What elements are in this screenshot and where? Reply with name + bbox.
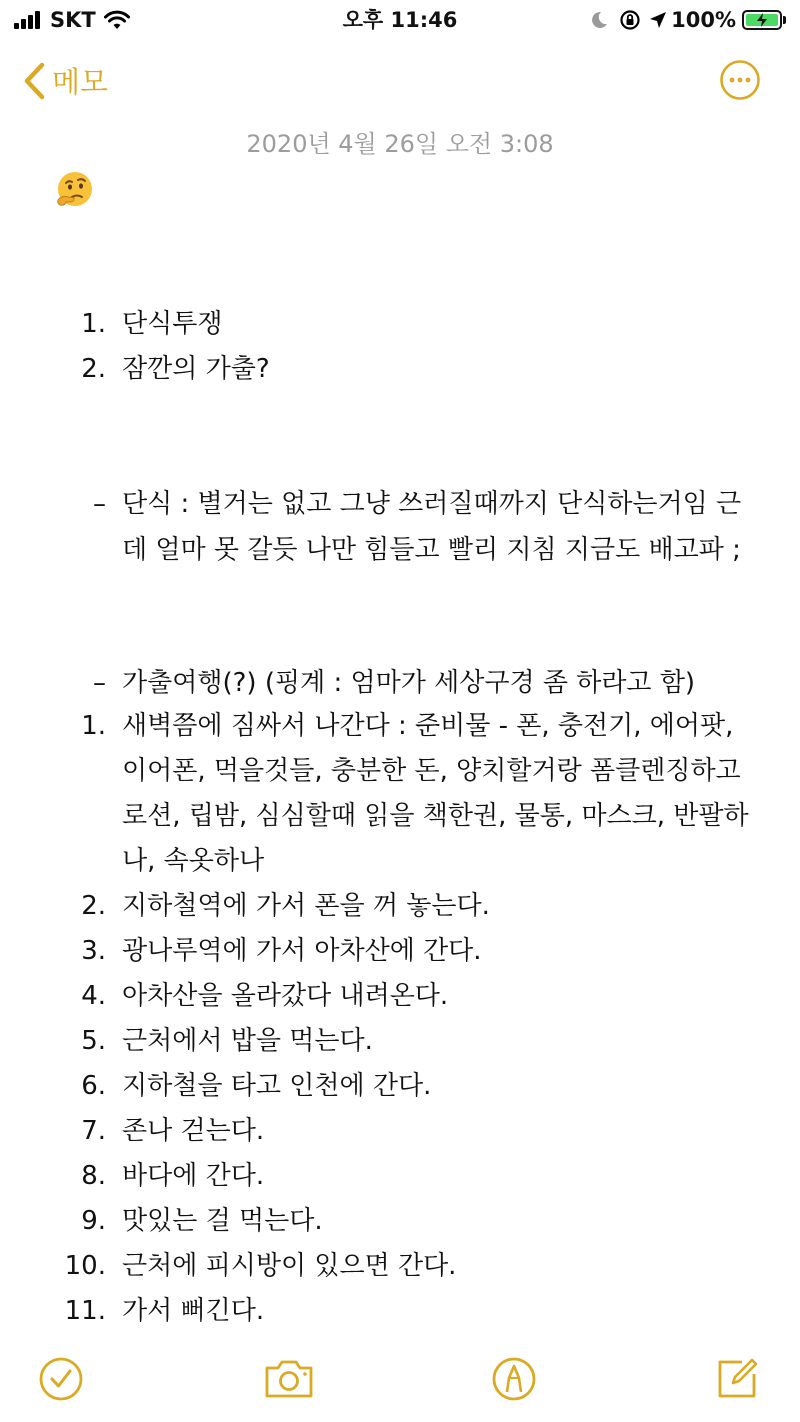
list-item[interactable] [0, 704, 800, 884]
list-text: 존나 걷는다. [122, 1116, 265, 1146]
dash-item-trip[interactable] [0, 660, 800, 706]
chevron-left-icon [22, 61, 46, 101]
list-item[interactable] [0, 347, 800, 392]
list-number: 10. [64, 1251, 106, 1281]
navigation-bar [0, 50, 800, 112]
list-item[interactable] [0, 1019, 800, 1064]
dash-marker: – [93, 668, 106, 698]
battery-icon [742, 10, 782, 30]
list-number: 3. [81, 936, 106, 966]
back-button[interactable] [22, 60, 108, 101]
dash-item-fasting[interactable] [0, 481, 800, 573]
note-date: 2020년 4월 26일 오전 3:08 [246, 130, 554, 158]
list-number: 7. [81, 1116, 106, 1146]
status-time: 오후 11:46 [342, 8, 458, 32]
list-number: 5. [81, 1026, 106, 1056]
list-text: 잠깐의 가출? [122, 354, 270, 384]
list-item[interactable] [0, 1244, 800, 1289]
dash-text: 가출여행(?) (핑계 : 엄마가 세상구경 좀 하라고 함) [122, 668, 696, 698]
list-item[interactable] [0, 1289, 800, 1334]
status-right [589, 6, 786, 34]
list-number: 6. [81, 1071, 106, 1101]
back-button-label: 메모 [52, 65, 109, 99]
list-item[interactable] [0, 929, 800, 974]
more-options-icon[interactable] [720, 60, 760, 100]
list-text: 새벽쯤에 짐싸서 나간다 : 준비물 - 폰, 충전기, 에어팟, 이어폰, 먹을것들, 충분한 돈, 양치할거랑 폼클렌징하고 로션, 립밤, 심심할때 읽을 책한권, 물통, 마스크, 반팔하나, 속옷하나 [122, 711, 749, 876]
compose-icon[interactable] [714, 1356, 760, 1402]
list-text: 지하철역에 가서 폰을 꺼 놓는다. [122, 891, 490, 921]
list-number: 11. [64, 1296, 106, 1326]
list-item[interactable] [0, 302, 800, 347]
rotation-lock-icon [619, 9, 641, 31]
list-item[interactable] [0, 1199, 800, 1244]
list-text: 바다에 간다. [122, 1161, 265, 1191]
list-number: 2. [81, 891, 106, 921]
list-number: 1. [81, 309, 106, 339]
list-text: 아차산을 올라갔다 내려온다. [122, 981, 449, 1011]
list-text: 근처에서 밥을 먹는다. [122, 1026, 373, 1056]
camera-icon[interactable] [262, 1356, 316, 1402]
dash-marker: – [93, 489, 106, 519]
first-numbered-list [0, 302, 800, 392]
location-arrow-icon [649, 11, 667, 29]
list-number: 8. [81, 1161, 106, 1191]
list-item[interactable] [0, 1109, 800, 1154]
status-bar [0, 0, 800, 40]
dash-text: 단식 : 별거는 없고 그냥 쓰러질때까지 단식하는거임 근데 얼마 못 갈듯 나만 힘들고 빨리 지침 지금도 배고파 ; [122, 489, 742, 565]
list-text: 광나루역에 가서 아차산에 간다. [122, 936, 482, 966]
list-number: 2. [81, 354, 106, 384]
list-text: 단식투쟁 [122, 309, 223, 339]
list-text: 맛있는 걸 먹는다. [122, 1206, 323, 1236]
moon-icon [589, 10, 609, 30]
list-text: 가서 뻐긴다. [122, 1296, 265, 1326]
list-number: 9. [81, 1206, 106, 1236]
list-text: 지하철을 타고 인천에 간다. [122, 1071, 432, 1101]
list-item[interactable] [0, 884, 800, 929]
list-text: 근처에 피시방이 있으면 간다. [122, 1251, 457, 1281]
list-number: 4. [81, 981, 106, 1011]
thinking-face-icon [54, 170, 94, 210]
bottom-toolbar [0, 1350, 800, 1410]
list-item[interactable] [0, 1154, 800, 1199]
list-item[interactable] [0, 1064, 800, 1109]
carrier-name: SKT [50, 8, 96, 32]
checklist-icon[interactable] [38, 1356, 84, 1402]
markup-pen-icon[interactable] [491, 1356, 537, 1402]
battery-percent: 100% [671, 8, 736, 32]
list-number: 1. [81, 711, 106, 741]
second-numbered-list [0, 704, 800, 1334]
list-item[interactable] [0, 974, 800, 1019]
